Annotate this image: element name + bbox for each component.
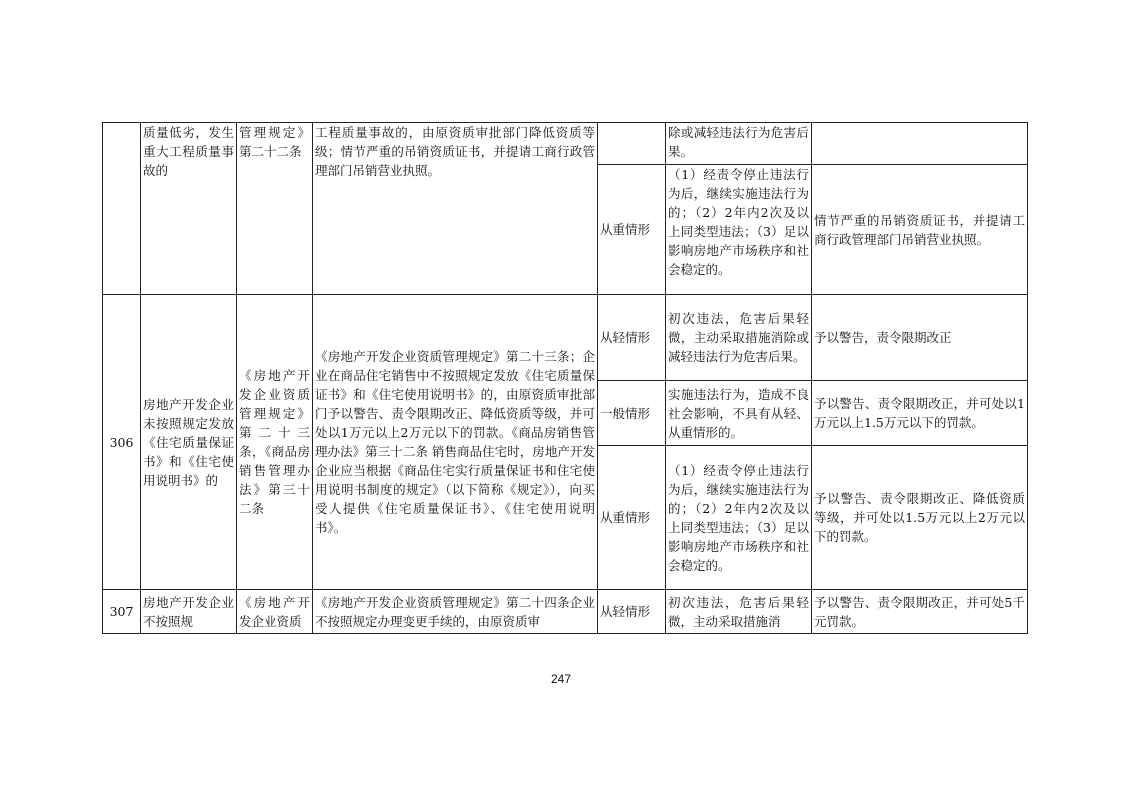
penalty-provision-cell: 工程质量事故的，由原资质审批部门降低资质等级；情节严重的吊销资质证书，并提请工商行政管理部门吊销营业执照。	[313, 123, 598, 295]
violation-item-cell: 质量低劣，发生重大工程质量事故的	[141, 123, 237, 295]
table-row	[103, 590, 1028, 634]
circumstance-condition-cell: 实施违法行为，造成不良社会影响，不具有从轻、从重情形的。	[666, 381, 812, 446]
table-row	[103, 295, 1028, 381]
row-number-cell	[103, 123, 141, 295]
legal-basis-cell: 《房地产开发企业资质管理规定》第二十三条，《商品房销售管理办法》第三十二条	[237, 295, 313, 590]
table-row	[103, 123, 1028, 165]
circumstance-category-cell: 从重情形	[598, 446, 666, 590]
circumstance-category-cell: 一般情形	[598, 381, 666, 446]
circumstance-category-cell: 从重情形	[598, 165, 666, 295]
legal-basis-cell: 管理规定》第二十二条	[237, 123, 313, 295]
circumstance-condition-cell: 除或减轻违法行为危害后果。	[666, 123, 812, 165]
row-number-cell: 307	[103, 590, 141, 634]
circumstance-category-cell	[598, 123, 666, 165]
discretion-standard-cell: 予以警告、责令限期改正，并可处以1万元以上1.5万元以下的罚款。	[812, 381, 1028, 446]
circumstance-condition-cell: 初次违法，危害后果轻微，主动采取措施消	[666, 590, 812, 634]
circumstance-condition-cell: 初次违法，危害后果轻微，主动采取措施消除或减轻违法行为危害后果。	[666, 295, 812, 381]
page-number: 247	[550, 672, 572, 686]
penalty-provision-cell: 《房地产开发企业资质管理规定》第二十四条企业不按照规定办理变更手续的，由原资质审	[313, 590, 598, 634]
circumstance-category-cell: 从轻情形	[598, 590, 666, 634]
violation-item-cell: 房地产开发企业不按照规	[141, 590, 237, 634]
circumstance-condition-cell: （1）经责令停止违法行为后，继续实施违法行为的；（2）2年内2次及以上同类型违法；（3）足以影响房地产市场秩序和社会稳定的。	[666, 165, 812, 295]
violation-item-cell: 房地产开发企业未按照规定发放《住宅质量保证书》和《住宅使用说明书》的	[141, 295, 237, 590]
penalty-provision-cell: 《房地产开发企业资质管理规定》第二十三条；企业在商品住宅销售中不按照规定发放《住宅质量保证书》和《住宅使用说明书》的，由原资质审批部门予以警告、责令限期改正、降低资质等级，并可处以1万元以上2万元以下的罚款。《商品房销售管理办法》第三十二条 销售商品住宅时，房地产开发企业应当根据《商品住宅实行质量保证书和住宅使用说明书制度的规定》（以下简称《规定》），向买受人提供《住宅质量保证书》、《住宅使用说明书》。	[313, 295, 598, 590]
circumstance-category-cell: 从轻情形	[598, 295, 666, 381]
discretion-standard-cell: 予以警告、责令限期改正，并可处5千元罚款。	[812, 590, 1028, 634]
discretion-standard-cell: 情节严重的吊销资质证书，并提请工商行政管理部门吊销营业执照。	[812, 165, 1028, 295]
discretion-standard-cell: 予以警告，责令限期改正	[812, 295, 1028, 381]
penalty-standards-table	[102, 122, 1028, 634]
legal-basis-cell: 《房地产开发企业资质	[237, 590, 313, 634]
circumstance-condition-cell: （1）经责令停止违法行为后，继续实施违法行为的；（2）2年内2次及以上同类型违法；（3）足以影响房地产市场秩序和社会稳定的。	[666, 446, 812, 590]
row-number-cell: 306	[103, 295, 141, 590]
discretion-standard-cell: 予以警告、责令限期改正、降低资质等级，并可处以1.5万元以上2万元以下的罚款。	[812, 446, 1028, 590]
discretion-standard-cell	[812, 123, 1028, 165]
